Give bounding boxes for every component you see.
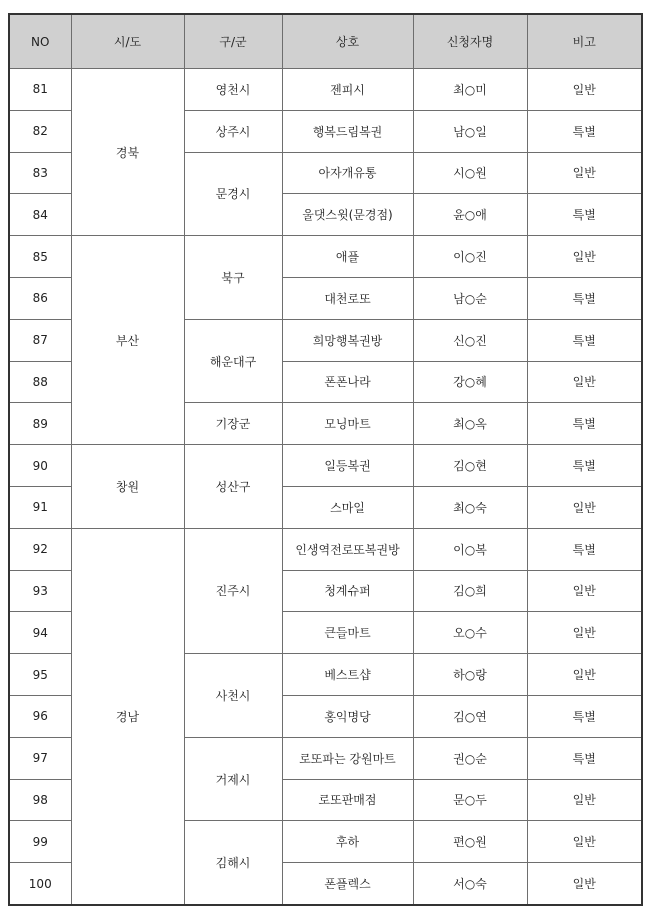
header-note: 비고 (527, 14, 642, 69)
cell-no: 85 (9, 236, 71, 278)
cell-no: 83 (9, 152, 71, 194)
cell-shop-name: 모닝마트 (282, 403, 413, 445)
table-row (9, 69, 642, 111)
cell-shop-name: 인생역전로또복권방 (282, 528, 413, 570)
cell-note: 일반 (527, 69, 642, 111)
cell-sido: 경남 (71, 528, 184, 905)
cell-shop-name: 후하 (282, 821, 413, 863)
cell-note: 특별 (527, 445, 642, 487)
cell-note: 일반 (527, 486, 642, 528)
header-gugun: 구/군 (184, 14, 282, 69)
shop-list-table (8, 13, 643, 906)
table-row (9, 236, 642, 278)
cell-note: 특별 (527, 110, 642, 152)
cell-shop-name: 큰들마트 (282, 612, 413, 654)
cell-note: 일반 (527, 863, 642, 905)
cell-note: 특별 (527, 528, 642, 570)
cell-shop-name: 홍익명당 (282, 695, 413, 737)
cell-no: 91 (9, 486, 71, 528)
table-row (9, 445, 642, 487)
cell-gugun: 북구 (184, 236, 282, 320)
cell-sido: 부산 (71, 236, 184, 445)
cell-sido: 경북 (71, 69, 184, 236)
cell-note: 일반 (527, 361, 642, 403)
cell-applicant: 시○원 (413, 152, 527, 194)
cell-shop-name: 대천로또 (282, 277, 413, 319)
cell-no: 94 (9, 612, 71, 654)
cell-no: 93 (9, 570, 71, 612)
cell-applicant: 신○진 (413, 319, 527, 361)
cell-shop-name: 울댓스윗(문경점) (282, 194, 413, 236)
cell-no: 92 (9, 528, 71, 570)
cell-no: 100 (9, 863, 71, 905)
cell-note: 특별 (527, 403, 642, 445)
cell-applicant: 서○숙 (413, 863, 527, 905)
table-header-row (9, 14, 642, 69)
cell-shop-name: 스마일 (282, 486, 413, 528)
cell-no: 86 (9, 277, 71, 319)
cell-gugun: 거제시 (184, 737, 282, 821)
cell-note: 일반 (527, 779, 642, 821)
cell-applicant: 오○수 (413, 612, 527, 654)
cell-applicant: 최○숙 (413, 486, 527, 528)
cell-applicant: 최○옥 (413, 403, 527, 445)
table-row (9, 528, 642, 570)
header-applicant: 신청자명 (413, 14, 527, 69)
cell-no: 82 (9, 110, 71, 152)
cell-applicant: 남○순 (413, 277, 527, 319)
cell-gugun: 영천시 (184, 69, 282, 111)
cell-gugun: 사천시 (184, 654, 282, 738)
cell-no: 97 (9, 737, 71, 779)
cell-gugun: 진주시 (184, 528, 282, 653)
cell-no: 84 (9, 194, 71, 236)
cell-applicant: 김○희 (413, 570, 527, 612)
cell-gugun: 해운대구 (184, 319, 282, 403)
cell-shop-name: 폰폰나라 (282, 361, 413, 403)
cell-note: 특별 (527, 695, 642, 737)
cell-applicant: 하○랑 (413, 654, 527, 696)
cell-applicant: 남○일 (413, 110, 527, 152)
cell-no: 98 (9, 779, 71, 821)
cell-note: 일반 (527, 612, 642, 654)
cell-note: 일반 (527, 821, 642, 863)
cell-shop-name: 로또파는 강원마트 (282, 737, 413, 779)
cell-shop-name: 애플 (282, 236, 413, 278)
cell-no: 88 (9, 361, 71, 403)
cell-shop-name: 청계슈퍼 (282, 570, 413, 612)
cell-note: 일반 (527, 654, 642, 696)
cell-shop-name: 아자개유통 (282, 152, 413, 194)
cell-shop-name: 베스트샵 (282, 654, 413, 696)
cell-no: 87 (9, 319, 71, 361)
cell-shop-name: 행복드림복권 (282, 110, 413, 152)
cell-gugun: 상주시 (184, 110, 282, 152)
cell-no: 81 (9, 69, 71, 111)
cell-no: 95 (9, 654, 71, 696)
cell-shop-name: 희망행복권방 (282, 319, 413, 361)
cell-applicant: 최○미 (413, 69, 527, 111)
cell-gugun: 문경시 (184, 152, 282, 236)
cell-note: 특별 (527, 319, 642, 361)
cell-applicant: 문○두 (413, 779, 527, 821)
cell-note: 일반 (527, 152, 642, 194)
cell-shop-name: 로또판매점 (282, 779, 413, 821)
cell-no: 89 (9, 403, 71, 445)
header-shop-name: 상호 (282, 14, 413, 69)
header-no: NO (9, 14, 71, 69)
cell-applicant: 김○연 (413, 695, 527, 737)
cell-note: 특별 (527, 277, 642, 319)
cell-shop-name: 일등복권 (282, 445, 413, 487)
cell-no: 90 (9, 445, 71, 487)
cell-shop-name: 폰플렉스 (282, 863, 413, 905)
cell-no: 99 (9, 821, 71, 863)
cell-applicant: 편○원 (413, 821, 527, 863)
cell-gugun: 기장군 (184, 403, 282, 445)
header-sido: 시/도 (71, 14, 184, 69)
cell-shop-name: 젠피시 (282, 69, 413, 111)
cell-applicant: 이○복 (413, 528, 527, 570)
cell-applicant: 강○혜 (413, 361, 527, 403)
cell-no: 96 (9, 695, 71, 737)
cell-sido: 창원 (71, 445, 184, 529)
cell-gugun: 김해시 (184, 821, 282, 905)
cell-applicant: 김○현 (413, 445, 527, 487)
cell-applicant: 권○순 (413, 737, 527, 779)
cell-gugun: 성산구 (184, 445, 282, 529)
cell-note: 일반 (527, 236, 642, 278)
cell-applicant: 이○진 (413, 236, 527, 278)
cell-note: 일반 (527, 570, 642, 612)
cell-applicant: 윤○애 (413, 194, 527, 236)
cell-note: 특별 (527, 737, 642, 779)
cell-note: 특별 (527, 194, 642, 236)
